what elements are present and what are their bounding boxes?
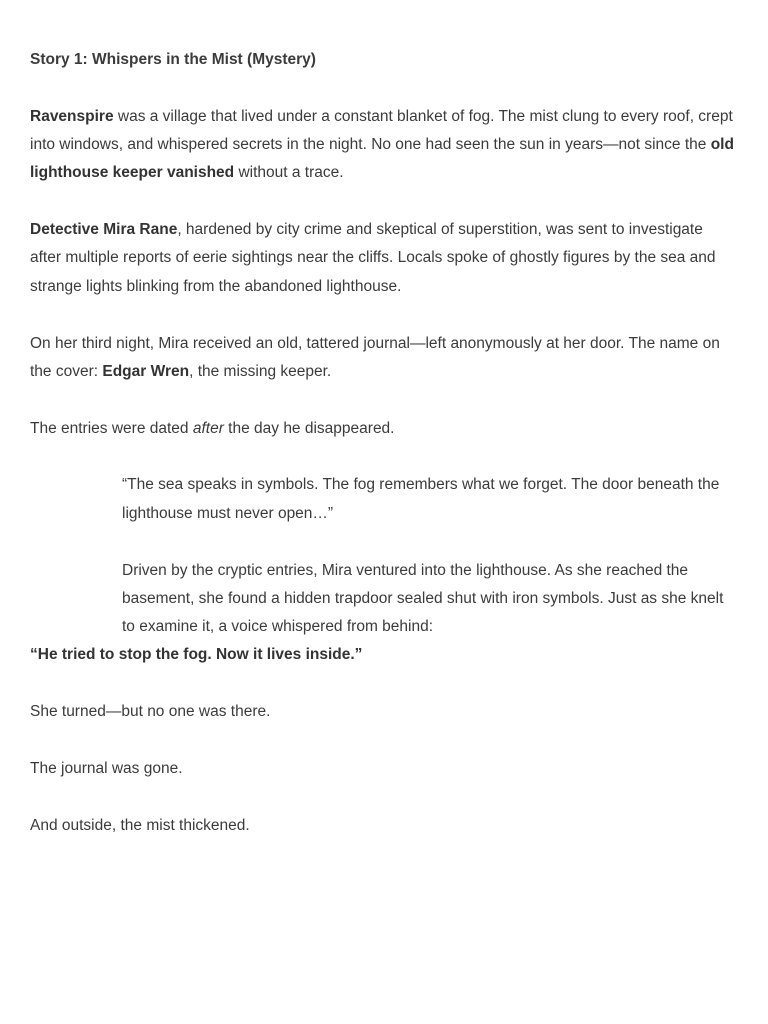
- village-name: Ravenspire: [30, 107, 114, 125]
- paragraph-journal: [30, 330, 738, 387]
- paragraph-text: the day he disappeared.: [223, 419, 395, 437]
- paragraph-entries-dated: [30, 415, 738, 443]
- keeper-vanished-phrase: old lighthouse keeper vanished: [30, 136, 734, 182]
- whisper-text: “He tried to stop the fog. Now it lives inside.”: [30, 646, 363, 664]
- whisper-quote: [30, 641, 738, 669]
- journal-quote: “The sea speaks in symbols. The fog remembers what we forget. The door beneath the lighthouse must never open…”: [122, 476, 720, 522]
- paragraph-detective: [30, 216, 738, 301]
- paragraph-ravenspire: [30, 103, 738, 188]
- paragraph-journal-gone: The journal was gone.: [30, 760, 183, 778]
- paragraph-text: without a trace.: [234, 164, 344, 182]
- keeper-name: Edgar Wren: [102, 362, 190, 380]
- paragraph-text: , the missing keeper.: [189, 362, 332, 380]
- story-title: Story 1: Whispers in the Mist (Mystery): [30, 51, 316, 68]
- paragraph-text: was a village that lived under a constant blanket of fog. The mist clung to every roof, crept into windows, and whispered secrets in the night. No one had seen the sun in years—not since the: [30, 107, 733, 154]
- paragraph-text: The entries were dated: [30, 419, 193, 437]
- detective-name: Detective Mira Rane: [30, 221, 178, 239]
- paragraph-turned: She turned—but no one was there.: [30, 703, 271, 721]
- paragraph-lighthouse: Driven by the cryptic entries, Mira ventured into the lighthouse. As she reached the basement, she found a hidden trapdoor sealed shut with iron symbols. Just as she knelt to examine it, a voice whispered from behind:: [122, 561, 724, 636]
- emphasis-after: after: [192, 419, 224, 437]
- paragraph-text: On her third night, Mira received an old, tattered journal—left anonymously at her door. The name on the cover:: [30, 334, 720, 380]
- paragraph-text: , hardened by city crime and skeptical of superstition, was sent to investigate after multiple reports of eerie sightings near the cliffs. Locals spoke of ghostly figures by the sea and strange lights blinking from the abandoned lighthouse.: [30, 221, 716, 295]
- paragraph-mist-thickened: And outside, the mist thickened.: [30, 816, 250, 834]
